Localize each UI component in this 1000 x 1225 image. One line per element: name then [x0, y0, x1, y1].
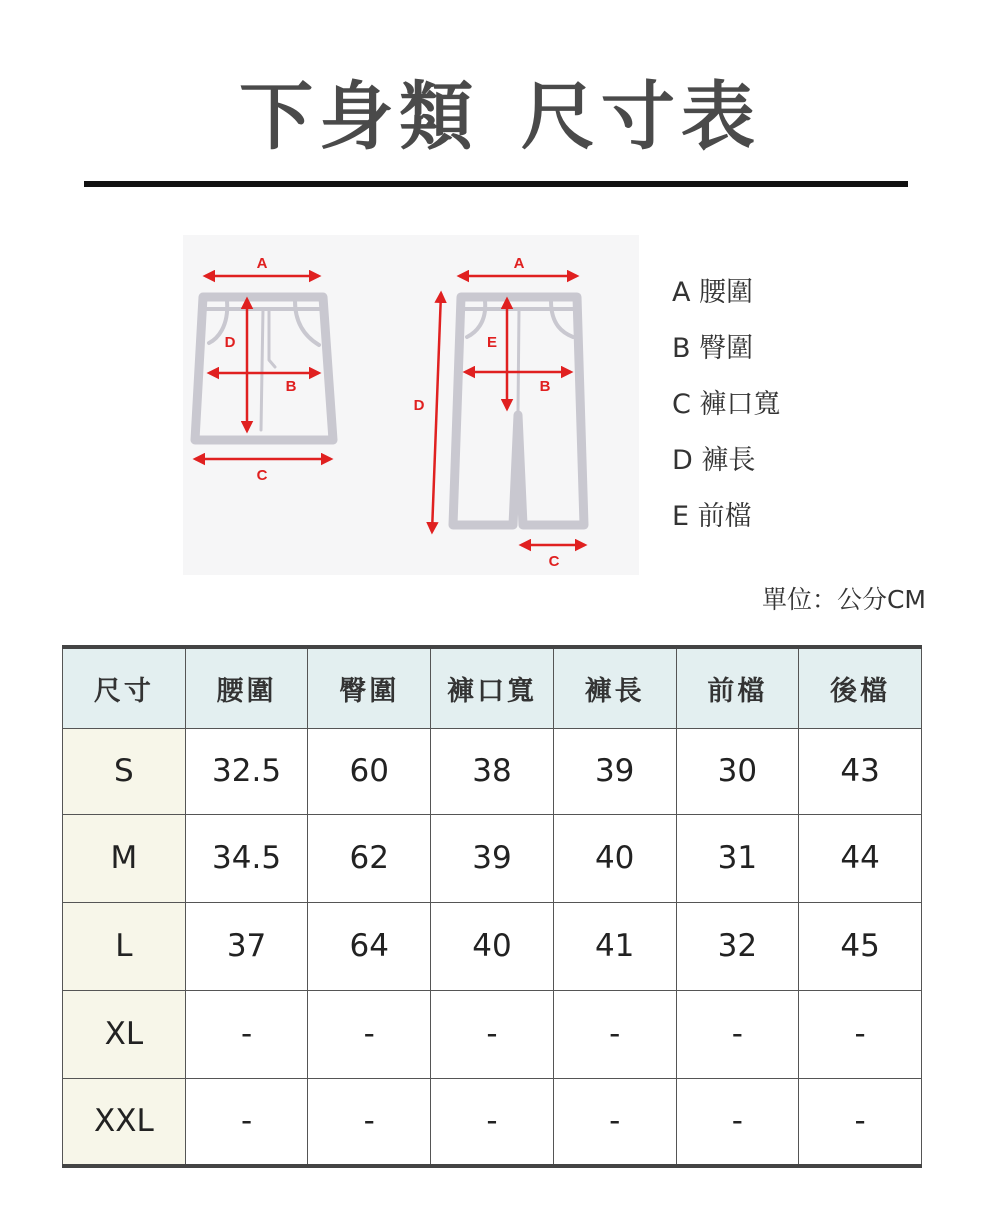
table-cell: 40	[553, 814, 676, 902]
table-header-row	[63, 647, 922, 728]
pants-label-b: B	[539, 378, 551, 395]
size-cell: XXL	[63, 1078, 186, 1166]
table-cell: -	[799, 990, 922, 1078]
size-cell: M	[63, 814, 186, 902]
table-cell: 32.5	[185, 728, 308, 814]
table-cell: 64	[308, 902, 431, 990]
table-cell: 30	[676, 728, 799, 814]
legend-item-e: E 前檔	[672, 501, 752, 532]
table-cell: 43	[799, 728, 922, 814]
size-cell: L	[63, 902, 186, 990]
pants-label-a: A	[513, 255, 525, 272]
table-cell: -	[553, 990, 676, 1078]
header-leg-opening: 褲口寬	[431, 647, 554, 728]
shorts-label-a: A	[256, 255, 268, 272]
header-length: 褲長	[553, 647, 676, 728]
table-cell: -	[308, 990, 431, 1078]
size-cell: S	[63, 728, 186, 814]
table-cell: 37	[185, 902, 308, 990]
legend-item-a: A 腰圍	[672, 277, 754, 308]
table-cell: -	[185, 1078, 308, 1166]
table-cell: -	[676, 1078, 799, 1166]
header-hip: 臀圍	[308, 647, 431, 728]
table-cell: -	[308, 1078, 431, 1166]
table-cell: 45	[799, 902, 922, 990]
table-cell: -	[185, 990, 308, 1078]
pants-label-c: C	[548, 553, 560, 570]
shorts-label-d: D	[224, 334, 236, 351]
table-cell: -	[676, 990, 799, 1078]
table-cell: -	[553, 1078, 676, 1166]
title-divider	[84, 181, 908, 187]
table-cell: 34.5	[185, 814, 308, 902]
shorts-illustration	[195, 297, 333, 440]
table-cell: 38	[431, 728, 554, 814]
pants-illustration	[453, 297, 584, 525]
table-row	[63, 814, 922, 902]
pants-label-e: E	[486, 334, 498, 351]
table-cell: -	[431, 1078, 554, 1166]
shorts-label-b: B	[285, 378, 297, 395]
page-title: 下身類 尺寸表	[239, 74, 761, 160]
table-row	[63, 728, 922, 814]
pants-label-d: D	[413, 397, 425, 414]
size-chart-table	[62, 645, 922, 1168]
header-back-rise: 後檔	[799, 647, 922, 728]
table-row	[63, 1078, 922, 1166]
table-cell: 39	[553, 728, 676, 814]
table-cell: -	[431, 990, 554, 1078]
header-size: 尺寸	[63, 647, 186, 728]
table-cell: -	[799, 1078, 922, 1166]
measurement-diagram	[183, 235, 639, 575]
size-cell: XL	[63, 990, 186, 1078]
table-cell: 41	[553, 902, 676, 990]
header-front-rise: 前檔	[676, 647, 799, 728]
legend-item-c: C 褲口寬	[672, 389, 781, 420]
table-cell: 62	[308, 814, 431, 902]
table-cell: 39	[431, 814, 554, 902]
unit-note: 單位：公分CM	[761, 585, 926, 614]
header-waist: 腰圍	[185, 647, 308, 728]
table-cell: 44	[799, 814, 922, 902]
shorts-label-c: C	[256, 467, 268, 484]
table-row	[63, 990, 922, 1078]
legend-item-b: B 臀圍	[672, 333, 754, 364]
table-cell: 31	[676, 814, 799, 902]
table-cell: 60	[308, 728, 431, 814]
table-row	[63, 902, 922, 990]
table-cell: 40	[431, 902, 554, 990]
table-cell: 32	[676, 902, 799, 990]
measurement-legend	[672, 278, 780, 558]
legend-item-d: D 褲長	[672, 445, 756, 476]
